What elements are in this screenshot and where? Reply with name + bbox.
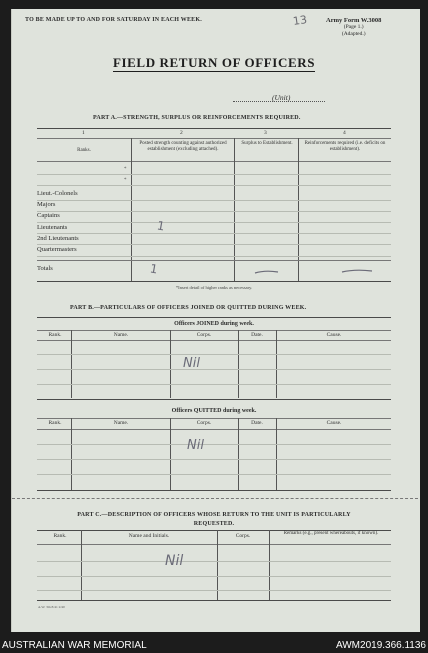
part-c-nil-entry: Nil: [165, 553, 184, 569]
joined-col-cause: Cause.: [326, 332, 342, 338]
asterisk-2: *: [124, 178, 127, 183]
part-c-col-rule: [37, 544, 391, 545]
unit-label: (Unit): [272, 93, 291, 102]
part-c-row-line: [37, 590, 391, 591]
asterisk-1: *: [124, 167, 127, 172]
part-a-totals-rule: [37, 260, 391, 261]
joined-row-line: [37, 369, 391, 370]
part-a-bottom-rule: [37, 281, 391, 282]
quitted-nil-entry: Nil: [187, 438, 204, 453]
part-c-row-line: [37, 561, 391, 562]
lieutenants-posted-value: 1: [155, 218, 166, 234]
form-instruction: TO BE MADE UP TO AND FOR SATURDAY IN EACH WEEK.: [25, 17, 202, 23]
quitted-vline: [170, 418, 171, 490]
joined-bottom-rule: [37, 399, 391, 400]
quitted-head-rule: [37, 418, 391, 419]
part-a-row-line: [37, 233, 391, 234]
part-c-heading: [0, 511, 428, 529]
caption-left: AUSTRALIAN WAR MEMORIAL: [2, 640, 147, 651]
quitted-row-line: [37, 474, 391, 475]
quitted-col-cause: Cause.: [326, 420, 342, 426]
part-c-col-corps: Corps.: [235, 533, 251, 539]
part-a-top-rule: [37, 128, 391, 129]
part-a-heading: PART A.—STRENGTH, SURPLUS OR REINFORCEMENTS REQUIRED.: [93, 115, 301, 121]
col-number-4: 4: [343, 130, 346, 136]
quitted-col-rule: [37, 429, 391, 430]
totals-dashes: [250, 268, 390, 276]
part-a-row-line: [37, 200, 391, 201]
col-head-surplus: Surplus to Establishment.: [241, 141, 293, 146]
quitted-row-line: [37, 459, 391, 460]
col-head-posted: Posted strength counting against authorized establishment (excluding attached).: [139, 141, 227, 152]
joined-vline: [170, 330, 171, 398]
quitted-col-name: Name.: [113, 420, 129, 426]
joined-nil-entry: Nil: [183, 356, 200, 371]
form-page: (Page 1.): [343, 24, 364, 30]
joined-row-line: [37, 384, 391, 385]
rank-quartermasters: Quartermasters: [37, 246, 77, 253]
part-a-row-line: [37, 174, 391, 175]
print-code: A.W. 3m 8/41 2/40: [38, 605, 65, 609]
totals-posted-value: 1: [148, 261, 159, 277]
form-reference: [326, 17, 381, 38]
joined-heading: Officers JOINED during week.: [174, 321, 254, 327]
joined-col-name: Name.: [113, 332, 129, 338]
col-number-3: 3: [264, 130, 267, 136]
rank-lieutenants: Lieutenants: [37, 224, 68, 231]
form-adapted: (Adapted.): [341, 31, 366, 37]
quitted-col-date: Date.: [251, 420, 263, 426]
totals-label: Totals: [37, 265, 53, 272]
part-a-number-rule: [37, 138, 391, 139]
part-c-heading-line2: REQUESTED.: [193, 521, 235, 527]
page-title-text: FIELD RETURN OF OFFICERS: [112, 55, 316, 70]
part-a-row-line: [37, 185, 391, 186]
cut-line: [12, 498, 418, 499]
quitted-row-line: [37, 444, 391, 445]
quitted-heading: Officers QUITTED during week.: [171, 408, 257, 414]
part-c-col-rank: Rank.: [53, 533, 67, 539]
quitted-col-rank: Rank.: [48, 420, 62, 426]
quitted-bottom-rule: [37, 490, 391, 491]
joined-vline: [238, 330, 239, 398]
col-head-reinforcements: Reinforcements required (i.e. deficits on establishment).: [304, 141, 386, 152]
rank-majors: Majors: [37, 201, 56, 208]
rank-captains: Captains: [37, 212, 60, 219]
handwritten-number: 13: [292, 13, 308, 28]
part-a-row-line: [37, 244, 391, 245]
part-b-heading: PART B.—PARTICULARS OF OFFICERS JOINED OR QUITTED DURING WEEK.: [70, 305, 307, 311]
part-c-bottom-rule: [37, 600, 391, 601]
higher-ranks-note: *Insert detail of higher ranks as necessary.: [175, 285, 253, 290]
quitted-vline: [238, 418, 239, 490]
joined-row-line: [37, 354, 391, 355]
part-b-top-rule: [37, 317, 391, 318]
joined-col-rule: [37, 340, 391, 341]
joined-vline: [276, 330, 277, 398]
joined-col-rank: Rank.: [48, 332, 62, 338]
part-c-col-remarks: Remarks (e.g., present whereabouts, if known).: [283, 531, 379, 536]
rank-lieut-colonels: Lieut.-Colonels: [37, 190, 78, 197]
part-a-row-line: [37, 211, 391, 212]
col-number-1: 1: [82, 130, 85, 136]
joined-vline: [71, 330, 72, 398]
part-c-row-line: [37, 576, 391, 577]
quitted-vline: [71, 418, 72, 490]
page-title: [0, 55, 428, 71]
col-number-2: 2: [180, 130, 183, 136]
part-a-row-line: [37, 222, 391, 223]
joined-col-corps: Corps.: [196, 332, 212, 338]
caption-right: AWM2019.366.1136: [335, 640, 426, 651]
rank-2nd-lieutenants: 2nd Lieutenants: [37, 235, 79, 242]
joined-head-rule: [37, 330, 391, 331]
part-a-head-rule: [37, 161, 391, 162]
quitted-vline: [276, 418, 277, 490]
col-head-ranks: Ranks.: [77, 148, 91, 153]
part-c-heading-line1: PART C.—DESCRIPTION OF OFFICERS WHOSE RETURN TO THE UNIT IS PARTICULARLY: [77, 512, 351, 518]
quitted-col-corps: Corps.: [196, 420, 212, 426]
part-c-col-name: Name and Initials.: [128, 533, 170, 539]
part-a-row-line: [37, 256, 391, 257]
form-name: Army Form W.3008: [326, 17, 382, 24]
joined-col-date: Date.: [251, 332, 263, 338]
